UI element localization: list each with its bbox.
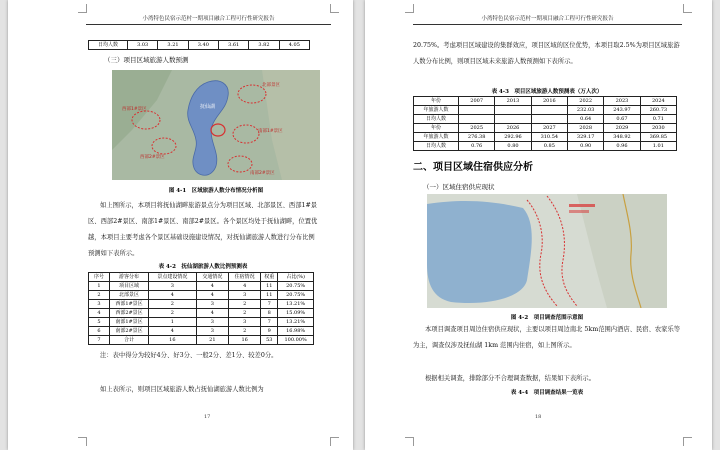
table-cell: 5 bbox=[89, 318, 110, 327]
map-label: 西部2#景区 bbox=[140, 155, 165, 160]
table-caption: 表 4-3 项目区域旅游人数预测表（万人次） bbox=[491, 89, 603, 95]
table-cell: 13.21% bbox=[278, 300, 314, 309]
table-cell: 100.00% bbox=[278, 336, 314, 345]
table-cell bbox=[495, 106, 531, 115]
table-cell: 16.98% bbox=[278, 327, 314, 336]
table-cell: 6 bbox=[89, 327, 110, 336]
table-cell: 0.90 bbox=[567, 142, 603, 151]
table-cell: 4.05 bbox=[279, 41, 309, 50]
table-cell bbox=[531, 106, 567, 115]
document-page-left bbox=[8, 0, 353, 450]
table-cell: 2024 bbox=[640, 97, 676, 106]
table-cell: 3 bbox=[229, 318, 261, 327]
table-cell bbox=[459, 106, 495, 115]
table-cell: 0.76 bbox=[459, 142, 495, 151]
table-cell: 项目区域 bbox=[110, 282, 149, 291]
figure-caption: 图 4-2 项目调查范围示意图 bbox=[510, 315, 584, 321]
table-row bbox=[89, 318, 314, 327]
table-header: 占比(%) bbox=[278, 273, 314, 282]
crop-mark bbox=[78, 437, 87, 446]
table-cell: 369.85 bbox=[640, 133, 676, 142]
table-cell: 4 bbox=[89, 309, 110, 318]
table-cell: 329.17 bbox=[567, 133, 603, 142]
table-caption: 表 4-2 抚仙湖旅游人数比例预测表 bbox=[158, 264, 248, 270]
table-header: 交通情况 bbox=[196, 273, 228, 282]
table-cell: 西部2#景区 bbox=[110, 309, 149, 318]
body-paragraph: 20.75%。考虑项目区域建设的集群效应，项目区域的区位优势，本项目取2.5%为项目区域旅游人数分布比例，则项目区域未来旅游人数预测如下表所示。 bbox=[413, 42, 680, 65]
map-label: 西部1#景区 bbox=[122, 107, 147, 112]
table-cell: 南部2#景区 bbox=[110, 327, 149, 336]
table-cell: 3 bbox=[229, 291, 261, 300]
table-cell: 3.03 bbox=[128, 41, 158, 50]
table-cell: 0.64 bbox=[567, 115, 603, 124]
table-row bbox=[89, 300, 314, 309]
table-row bbox=[89, 309, 314, 318]
survey-scope-map bbox=[427, 194, 667, 308]
table-cell: 11 bbox=[261, 282, 278, 291]
table-cell: 1.01 bbox=[640, 142, 676, 151]
tourist-distribution-map bbox=[112, 70, 320, 180]
table-cell: 243.97 bbox=[604, 106, 640, 115]
table-cell: 2007 bbox=[459, 97, 495, 106]
map-label: 北部景区 bbox=[262, 83, 280, 88]
table-cell: 2028 bbox=[567, 124, 603, 133]
table-row-label: 年份 bbox=[414, 97, 459, 106]
table-cell: 4 bbox=[196, 309, 228, 318]
table-row-label: 年旅游人数 bbox=[414, 133, 459, 142]
body-paragraph: 本项目调查项目周边住宿供应现状，主要以项目周边南北 5km范围内酒店、民宿、农家乐等为主，调查仅涉及抚仙湖 1km 范围内住宿，如上图所示。 bbox=[413, 326, 681, 349]
table-cell: 3.61 bbox=[218, 41, 248, 50]
table-cell: 4 bbox=[196, 291, 228, 300]
map-label: 南部2#景区 bbox=[250, 171, 275, 176]
table-cell: 292.96 bbox=[495, 133, 531, 142]
table-cell: 3.82 bbox=[249, 41, 279, 50]
table-cell bbox=[531, 115, 567, 124]
table-row bbox=[414, 133, 677, 142]
table-row bbox=[89, 282, 314, 291]
table-cell: 3 bbox=[196, 318, 228, 327]
table-row bbox=[89, 291, 314, 300]
table-cell: 7 bbox=[261, 300, 278, 309]
table-cell bbox=[459, 115, 495, 124]
table-caption: 表 4-4 项目调查结果一览表 bbox=[510, 390, 584, 396]
page-number: 17 bbox=[204, 414, 211, 420]
table-cell: 232.03 bbox=[567, 106, 603, 115]
crop-mark bbox=[405, 437, 414, 446]
table-header: 序号 bbox=[89, 273, 110, 282]
crop-mark bbox=[78, 4, 87, 13]
table-cell: 20.75% bbox=[278, 291, 314, 300]
tourist-forecast-table bbox=[413, 96, 677, 151]
table-cell: 3.40 bbox=[188, 41, 218, 50]
table-row bbox=[414, 115, 677, 124]
map-annotation bbox=[569, 210, 589, 213]
table-row-label: 日均人数 bbox=[89, 41, 128, 50]
table-cell: 4 bbox=[149, 291, 197, 300]
table-row-label: 年旅游人数 bbox=[414, 106, 459, 115]
table-cell: 4 bbox=[196, 282, 228, 291]
table-cell: 4 bbox=[149, 327, 197, 336]
table-header: 景点建设情况 bbox=[149, 273, 197, 282]
table-cell: 310.54 bbox=[531, 133, 567, 142]
table-header: 住宿情况 bbox=[229, 273, 261, 282]
table-cell: 8 bbox=[261, 309, 278, 318]
table-cell: 3 bbox=[89, 300, 110, 309]
table-cell: 北部景区 bbox=[110, 291, 149, 300]
table-cell: 3 bbox=[149, 282, 197, 291]
table-cell: 西部1#景区 bbox=[110, 300, 149, 309]
table-cell: 2030 bbox=[640, 124, 676, 133]
table-header: 权重 bbox=[261, 273, 278, 282]
table-cell: 1 bbox=[149, 318, 197, 327]
table-row-label: 年份 bbox=[414, 124, 459, 133]
table-cell: 0.67 bbox=[604, 115, 640, 124]
table-row-label: 日均人数 bbox=[414, 115, 459, 124]
body-paragraph: 如上表所示，则项目区域旅游人数占抚仙湖旅游人数比例为 bbox=[100, 386, 264, 393]
table-note: 注：表中得分为较好4分、好3分、一般2分、差1分、较差0分。 bbox=[100, 352, 278, 359]
table-cell: 20.75% bbox=[278, 282, 314, 291]
table-cell: 2013 bbox=[495, 97, 531, 106]
continued-table bbox=[88, 40, 310, 50]
table-cell: 260.73 bbox=[640, 106, 676, 115]
table-cell: 2 bbox=[149, 309, 197, 318]
tourist-ratio-table bbox=[88, 272, 314, 345]
crop-mark bbox=[683, 437, 692, 446]
page-header: 小湾特色民宿示范村一期项目融合工程可行性研究报告 bbox=[413, 14, 682, 25]
table-cell: 3.21 bbox=[158, 41, 188, 50]
table-cell bbox=[495, 115, 531, 124]
table-cell: 2 bbox=[229, 309, 261, 318]
section-heading: （三）项目区域旅游人数预测 bbox=[104, 56, 189, 64]
body-paragraph: 如上图所示，本项目将抚仙湖畔旅游景点分为项目区域、北部景区、西部1#景区、西部2#景区、南部1#景区、南部2#景区。各个景区均处于抚仙湖畔，位置优越，本项目主要考虑各个景区基础设施建设情况，对抚仙湖旅游人数进行分布比例预测如下表所示。 bbox=[88, 202, 318, 257]
table-cell: 7 bbox=[261, 318, 278, 327]
table-cell: 3 bbox=[196, 327, 228, 336]
table-row bbox=[414, 124, 677, 133]
table-cell: 3 bbox=[196, 300, 228, 309]
table-cell: 276.38 bbox=[459, 133, 495, 142]
figure-caption: 图 4-1 区域旅游人数分布情况分析图 bbox=[168, 188, 264, 194]
table-cell: 1 bbox=[89, 282, 110, 291]
subsection-title: （一）区域住宿供应现状 bbox=[423, 183, 495, 191]
table-row bbox=[89, 336, 314, 345]
table-cell: 合计 bbox=[110, 336, 149, 345]
table-cell: 2 bbox=[149, 300, 197, 309]
table-cell: 0.71 bbox=[640, 115, 676, 124]
document-page-right bbox=[365, 0, 712, 450]
page-header: 小湾特色民宿示范村一期项目融合工程可行性研究报告 bbox=[86, 14, 331, 25]
table-cell: 2 bbox=[89, 291, 110, 300]
table-cell: 2027 bbox=[531, 124, 567, 133]
table-row-label: 日均人数 bbox=[414, 142, 459, 151]
table-cell: 15.09% bbox=[278, 309, 314, 318]
table-cell: 南部1#景区 bbox=[110, 318, 149, 327]
crop-mark bbox=[330, 4, 339, 13]
table-cell: 11 bbox=[261, 291, 278, 300]
table-header-row bbox=[89, 273, 314, 282]
section-title: 二、项目区域住宿供应分析 bbox=[413, 162, 533, 173]
map-label: 南部1#景区 bbox=[258, 129, 283, 134]
body-paragraph: 根据相关调查，排除部分不合理调查数据，结果如下表所示。 bbox=[425, 375, 596, 382]
table-cell: 2025 bbox=[459, 124, 495, 133]
page-number: 18 bbox=[535, 414, 542, 420]
map-annotation bbox=[569, 204, 595, 207]
crop-mark bbox=[330, 437, 339, 446]
table-row bbox=[414, 97, 677, 106]
table-cell: 0.80 bbox=[495, 142, 531, 151]
table-cell: 2023 bbox=[604, 97, 640, 106]
table-cell: 2026 bbox=[495, 124, 531, 133]
table-header: 游客分布 bbox=[110, 273, 149, 282]
table-cell: 53 bbox=[261, 336, 278, 345]
table-cell: 9 bbox=[261, 327, 278, 336]
table-cell: 0.85 bbox=[531, 142, 567, 151]
table-cell: 16 bbox=[149, 336, 197, 345]
table-cell: 2022 bbox=[567, 97, 603, 106]
table-cell: 2029 bbox=[604, 124, 640, 133]
crop-mark bbox=[683, 4, 692, 13]
table-cell: 0.96 bbox=[604, 142, 640, 151]
table-cell: 348.92 bbox=[604, 133, 640, 142]
lake-label: 抚仙湖 bbox=[200, 104, 216, 110]
table-row bbox=[89, 327, 314, 336]
table-cell: 7 bbox=[89, 336, 110, 345]
table-cell: 4 bbox=[229, 282, 261, 291]
table-cell: 2016 bbox=[531, 97, 567, 106]
table-cell: 2 bbox=[229, 327, 261, 336]
table-cell: 13.21% bbox=[278, 318, 314, 327]
table-cell: 16 bbox=[229, 336, 261, 345]
crop-mark bbox=[405, 4, 414, 13]
table-cell: 21 bbox=[196, 336, 228, 345]
table-cell: 2 bbox=[229, 300, 261, 309]
table-row bbox=[414, 142, 677, 151]
lake-shape bbox=[427, 201, 532, 303]
table-row bbox=[414, 106, 677, 115]
